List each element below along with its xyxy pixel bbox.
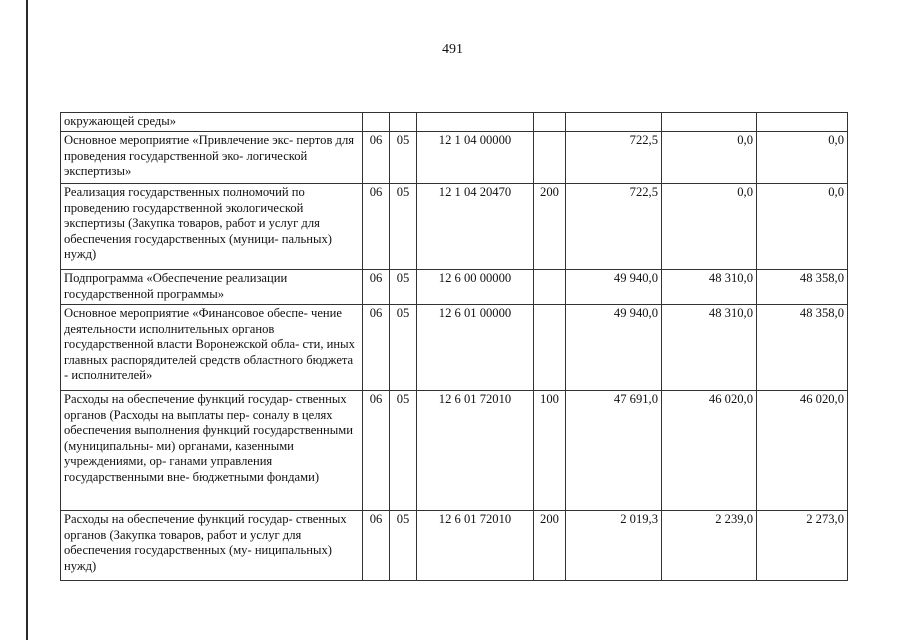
row-rz: 06 — [363, 305, 390, 391]
row-value-2: 0,0 — [662, 184, 757, 270]
row-name: Основное мероприятие «Привлечение экс- пертов для проведения государственной эко- логической экспертизы» — [61, 132, 363, 184]
row-csr: 12 1 04 20470 — [417, 184, 534, 270]
row-vr: 200 — [534, 184, 566, 270]
row-vr — [534, 113, 566, 132]
table-row — [61, 511, 848, 581]
row-name: Расходы на обеспечение функций государ- ственных органов (Закупка товаров, работ и услуг для обеспечения государственных (му- ниципальных) нужд) — [61, 511, 363, 581]
row-pr: 05 — [390, 305, 417, 391]
row-value-2 — [662, 113, 757, 132]
row-csr: 12 6 01 00000 — [417, 305, 534, 391]
row-csr: 12 1 04 00000 — [417, 132, 534, 184]
row-value-1: 722,5 — [566, 132, 662, 184]
row-pr: 05 — [390, 391, 417, 511]
page-number: 491 — [442, 42, 463, 57]
row-csr: 12 6 01 72010 — [417, 391, 534, 511]
row-value-3: 48 358,0 — [757, 305, 848, 391]
row-name: Основное мероприятие «Финансовое обеспе- чение деятельности исполнительных органов государственной власти Воронежской обла- сти, иных главных распорядителей средств областного бюджета - исполнителей» — [61, 305, 363, 391]
row-csr — [417, 113, 534, 132]
row-value-3 — [757, 113, 848, 132]
row-rz: 06 — [363, 511, 390, 581]
row-vr: 200 — [534, 511, 566, 581]
row-csr: 12 6 00 00000 — [417, 270, 534, 305]
row-vr: 100 — [534, 391, 566, 511]
row-name: Подпрограмма «Обеспечение реализации государственной программы» — [61, 270, 363, 305]
table-row — [61, 270, 848, 305]
row-pr: 05 — [390, 511, 417, 581]
row-pr: 05 — [390, 184, 417, 270]
row-value-2: 48 310,0 — [662, 270, 757, 305]
row-name: окружающей среды» — [61, 113, 363, 132]
row-pr — [390, 113, 417, 132]
row-vr — [534, 270, 566, 305]
row-value-3: 0,0 — [757, 184, 848, 270]
scan-edge-bar — [26, 0, 28, 640]
row-value-2: 48 310,0 — [662, 305, 757, 391]
table-row — [61, 132, 848, 184]
budget-table — [60, 112, 848, 581]
row-rz: 06 — [363, 270, 390, 305]
row-name: Реализация государственных полномочий по проведению государственной экологической экспертизы (Закупка товаров, работ и услуг для обеспечения государственных (муници- пальных) нужд) — [61, 184, 363, 270]
row-value-1: 47 691,0 — [566, 391, 662, 511]
row-value-2: 46 020,0 — [662, 391, 757, 511]
row-vr — [534, 305, 566, 391]
row-value-2: 2 239,0 — [662, 511, 757, 581]
row-name: Расходы на обеспечение функций государ- ственных органов (Расходы на выплаты пер- соналу в целях обеспечения выполнения функций государственными (муниципальны- ми) органами, казенными учреждениями, ор- ганами управления государственными вне- бюджетными фондами) — [61, 391, 363, 511]
row-csr: 12 6 01 72010 — [417, 511, 534, 581]
row-rz — [363, 113, 390, 132]
row-value-2: 0,0 — [662, 132, 757, 184]
row-value-3: 48 358,0 — [757, 270, 848, 305]
row-rz: 06 — [363, 391, 390, 511]
row-vr — [534, 132, 566, 184]
row-value-1 — [566, 113, 662, 132]
table-row — [61, 391, 848, 511]
table-row — [61, 184, 848, 270]
row-pr: 05 — [390, 132, 417, 184]
row-value-1: 722,5 — [566, 184, 662, 270]
row-value-1: 2 019,3 — [566, 511, 662, 581]
row-value-3: 46 020,0 — [757, 391, 848, 511]
row-value-1: 49 940,0 — [566, 305, 662, 391]
row-value-1: 49 940,0 — [566, 270, 662, 305]
table-row — [61, 305, 848, 391]
row-rz: 06 — [363, 132, 390, 184]
row-rz: 06 — [363, 184, 390, 270]
row-pr: 05 — [390, 270, 417, 305]
row-value-3: 2 273,0 — [757, 511, 848, 581]
table-row — [61, 113, 848, 132]
row-value-3: 0,0 — [757, 132, 848, 184]
